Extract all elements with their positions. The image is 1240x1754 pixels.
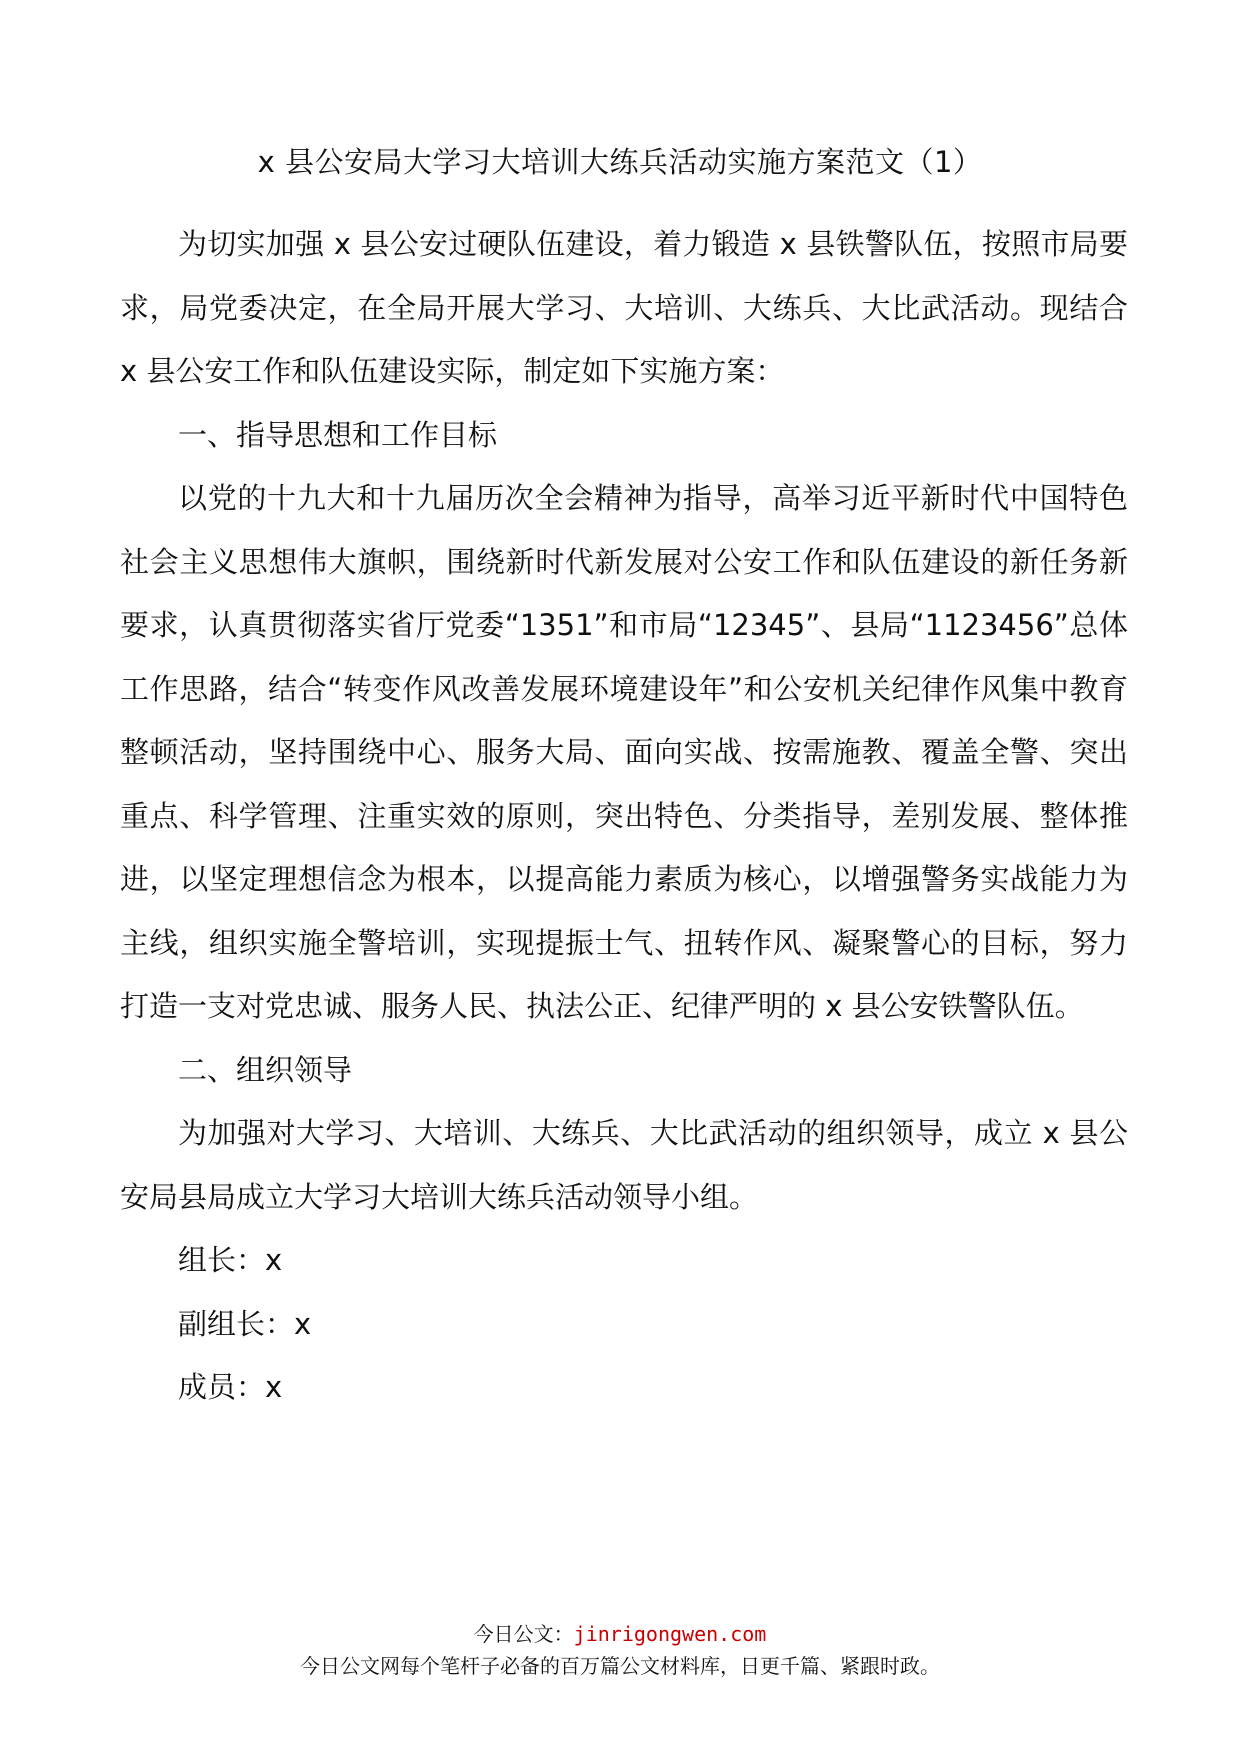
intro-paragraph: 为切实加强 x 县公安过硬队伍建设，着力锻造 x 县铁警队伍，按照市局要求，局党委决定，在全局开展大学习、大培训、大练兵、大比武活动。现结合 x 县公安工作和队伍建设实际，制定如下实施方案：	[120, 227, 1128, 388]
members-line: 成员：x	[178, 1370, 283, 1404]
footer-slogan: 今日公文网每个笔杆子必备的百万篇公文材料库，日更千篇、紧跟时政。	[300, 1654, 940, 1678]
section-1-paragraph: 以党的十九大和十九届历次全会精神为指导，高举习近平新时代中国特色社会主义思想伟大旗帜，围绕新时代新发展对公安工作和队伍建设的新任务新要求，认真贯彻落实省厅党委“1351”和市局“12345”、县局“1123456”总体工作思路，结合“转变作风改善发展环境建设年”和公安机关纪律作风集中教育整顿活动，坚持围绕中心、服务大局、面向实战、按需施教、覆盖全警、突出重点、科学管理、注重实效的原则，突出特色、分类指导，差别发展、整体推进，以坚定理想信念为根本，以提高能力素质为核心，以增强警务实战能力为主线，组织实施全警培训，实现提振士气、扭转作风、凝聚警心的目标，努力打造一支对党忠诚、服务人民、执法公正、纪律严明的 x 县公安铁警队伍。	[120, 481, 1128, 1023]
leader-line: 组长：x	[178, 1243, 283, 1277]
section-heading-1: 一、指导思想和工作目标	[178, 417, 498, 452]
page-footer	[0, 1618, 1240, 1682]
document-body	[120, 213, 1128, 1420]
footer-label: 今日公文：	[473, 1622, 574, 1646]
deputy-leader-line: 副组长：x	[178, 1306, 312, 1341]
footer-source-line	[0, 1618, 1240, 1650]
section-heading-2: 二、组织领导	[178, 1052, 353, 1087]
document-title: x 县公安局大学习大培训大练兵活动实施方案范文（1）	[257, 145, 983, 179]
section-2-paragraph: 为加强对大学习、大培训、大练兵、大比武活动的组织领导，成立 x 县公安局县局成立大学习大培训大练兵活动领导小组。	[120, 1116, 1128, 1214]
footer-site-link[interactable]: jinrigongwen.com	[573, 1622, 767, 1646]
